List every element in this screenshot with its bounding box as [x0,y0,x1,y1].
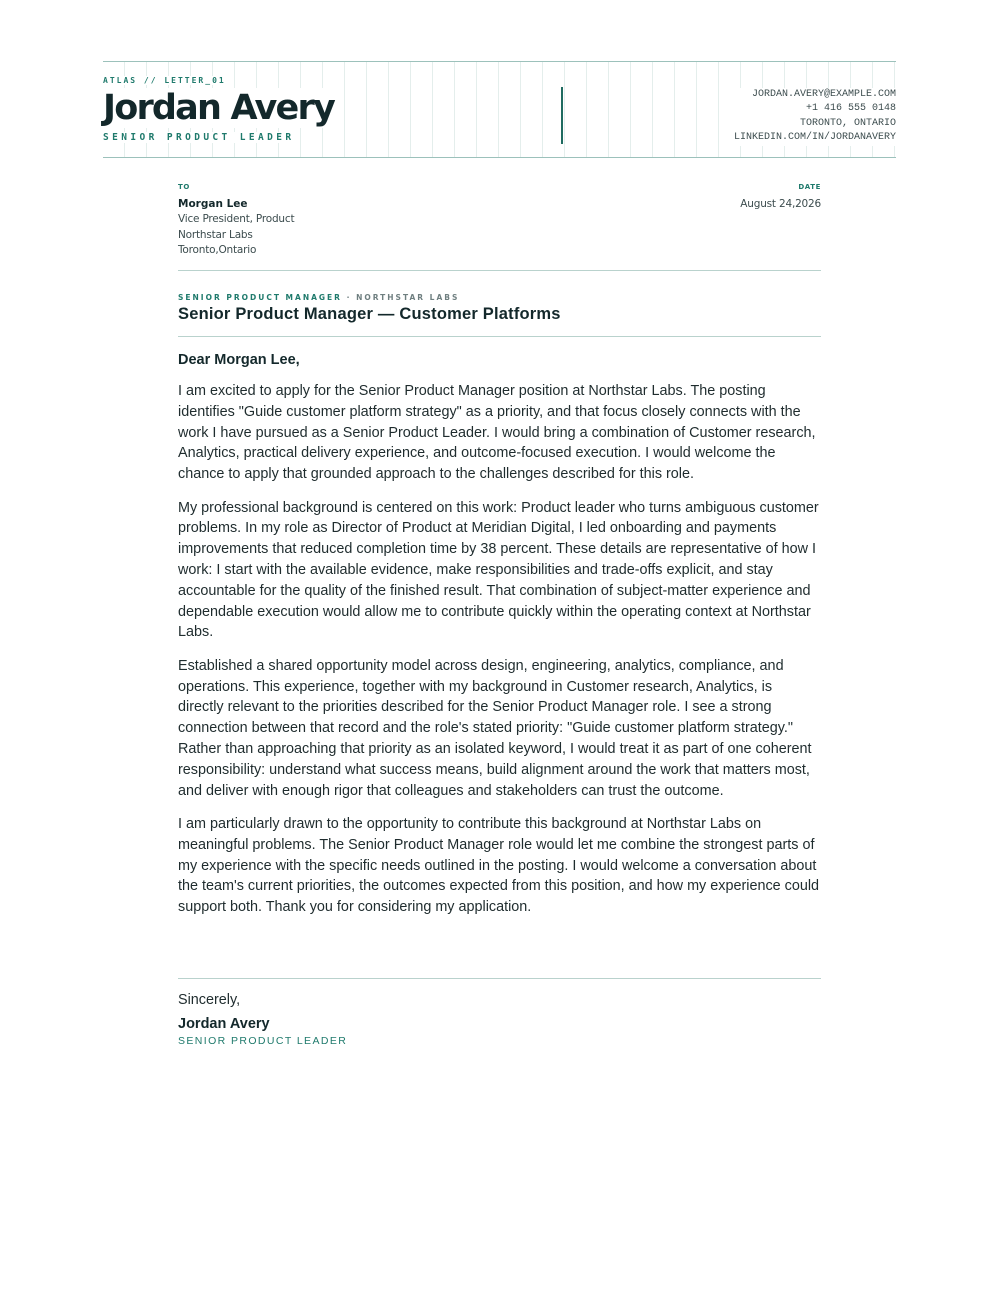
recipient-label: TO [178,183,190,191]
letter-body [178,350,821,931]
date-label: DATE [798,183,821,191]
sender-role: SENIOR PRODUCT LEADER [103,132,299,143]
sign-off: Sincerely, [178,992,241,1008]
subject-block [178,271,821,337]
body-paragraph: Established a shared opportunity model across design, engineering, analytics, compliance, and operations. This experience, together with my background in Customer research, Analytics, is directly relevant to the priorities described for the Senior Product Manager role. I see a strong connection between that record and the role's stated priority: "Guide customer platform strategy." Rather than approaching that priority as an isolated keyword, I would treat it as part of one coherent responsibility: understand what success means, build alignment around the work that matters most, and deliver with enough rigor that colleagues and stakeholders can trust the outcome. [178,657,812,799]
salutation: Dear Morgan Lee, [178,352,300,368]
letter-meta [178,183,821,271]
contact-linkedin[interactable]: LINKEDIN.COM/IN/JORDANAVERY [734,131,896,145]
recipient-title: Vice President, Product [178,213,295,225]
body-paragraph: I am excited to apply for the Senior Product Manager position at Northstar Labs. The posting identifies "Guide customer platform strategy" as a priority, and that focus closely connects with the work I have pursued as a Senior Product Leader. I would bring a combination of Customer research, Analytics, practical delivery experience, and outcome-focused execution. I would welcome the chance to apply that grounded approach to the challenges described for this role. [178,383,816,483]
closing-block [178,978,821,1048]
contact-email[interactable]: JORDAN.AVERY@EXAMPLE.COM [734,88,896,102]
subject-eyebrow [178,293,459,302]
recipient-location: Toronto,Ontario [178,244,257,256]
subject-separator: · [346,293,352,302]
letter-date: August 24,2026 [740,198,821,210]
recipient-block [178,183,294,259]
sender-name: Jordan Avery [103,88,338,128]
signature-name: Jordan Avery [178,1016,270,1032]
body-paragraph: I am particularly drawn to the opportunity to contribute this background at Northstar Labs on meaningful problems. The Senior Product Manager role would let me combine the strongest parts of my experience with the specific needs outlined in the posting. I would welcome a conversation about the team's current priorities, the outcomes expected from this position, and how my experience could support both. Thank you for considering my application. [178,815,820,916]
subject-title: Senior Product Manager — Customer Platforms [178,305,561,323]
date-block [740,183,821,212]
contact-location: TORONTO, ONTARIO [734,117,896,131]
recipient-name: Morgan Lee [178,198,248,210]
contact-block [734,88,896,146]
letterhead [103,61,896,158]
signature-role: SENIOR PRODUCT LEADER [178,1035,348,1047]
letter-eyebrow: ATLAS // LETTER_01 [103,76,230,85]
body-paragraph: My professional background is centered on this work: Product leader who turns ambiguous customer problems. In my role as Director of Product at Meridian Digital, I led onboarding and payments improvements that reduced completion time by 38 percent. These details are representative of how I work: I start with the available evidence, make responsibilities and trade-offs explicit, and stay accountable for the quality of the finished result. That combination of subject-matter experience and dependable execution would allow me to contribute quickly within the operating context at Northstar Labs. [178,499,819,641]
subject-org: NORTHSTAR LABS [356,293,460,302]
contact-phone: +1 416 555 0148 [734,102,896,116]
subject-role: SENIOR PRODUCT MANAGER [178,293,342,302]
header-divider [561,87,563,144]
recipient-company: Northstar Labs [178,228,253,241]
